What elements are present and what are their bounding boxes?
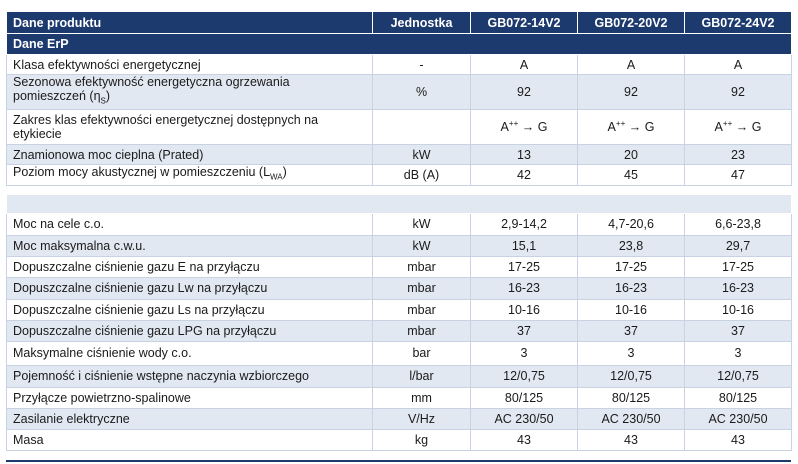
row-value: 43 bbox=[471, 429, 578, 450]
row-value: AC 230/50 bbox=[578, 408, 685, 429]
product-data-table bbox=[6, 11, 792, 451]
table-row bbox=[7, 110, 792, 145]
row-unit: l/bar bbox=[373, 365, 471, 387]
row-value: 43 bbox=[578, 429, 685, 450]
row-value: 10-16 bbox=[685, 299, 792, 320]
row-value: 12/0,75 bbox=[471, 365, 578, 387]
table-row bbox=[7, 341, 792, 365]
arrow-right-icon: → bbox=[735, 120, 749, 135]
row-value: 13 bbox=[471, 145, 578, 165]
table-row bbox=[7, 277, 792, 299]
header-unit: Jednostka bbox=[373, 12, 471, 34]
row-label: Masa bbox=[7, 429, 373, 450]
row-label bbox=[7, 110, 373, 145]
table-row bbox=[7, 75, 792, 110]
row-label-sub: S bbox=[100, 96, 106, 106]
row-unit: dB (A) bbox=[373, 165, 471, 186]
row-label: Maksymalne ciśnienie wody c.o. bbox=[7, 341, 373, 365]
row-label: Poziom mocy akustycznej w pomieszczeniu $(L_{WA})$ bbox=[7, 165, 373, 186]
table-row bbox=[7, 299, 792, 320]
row-value: 3 bbox=[471, 341, 578, 365]
section-row bbox=[7, 34, 792, 55]
row-value: 10-16 bbox=[471, 299, 578, 320]
row-value: 17-25 bbox=[685, 256, 792, 277]
row-value: 2,9-14,2 bbox=[471, 213, 578, 235]
spacer-row bbox=[7, 194, 792, 213]
row-value: 37 bbox=[685, 320, 792, 341]
row-unit: mbar bbox=[373, 256, 471, 277]
row-label: Moc na cele c.o. bbox=[7, 213, 373, 235]
row-value: 17-25 bbox=[578, 256, 685, 277]
row-unit: - bbox=[373, 55, 471, 75]
header-model-2: GB072-20V2 bbox=[578, 12, 685, 34]
energy-range: A++ → G bbox=[471, 110, 578, 145]
row-value: A bbox=[685, 55, 792, 75]
table-row bbox=[7, 387, 792, 408]
row-value: A bbox=[578, 55, 685, 75]
row-label-line1: Sezonowa efektywność energetyczna ogrzewania bbox=[13, 75, 290, 90]
row-value: 16-23 bbox=[685, 277, 792, 299]
header-model-3: GB072-24V2 bbox=[685, 12, 792, 34]
table-row bbox=[7, 145, 792, 165]
row-label: Pojemność i ciśnienie wstępne naczynia wzbiorczego bbox=[7, 365, 373, 387]
spacer-row bbox=[7, 185, 792, 194]
table-row bbox=[7, 213, 792, 235]
row-value: 80/125 bbox=[685, 387, 792, 408]
divider bbox=[6, 460, 791, 462]
row-label: Klasa efektywności energetycznej bbox=[7, 55, 373, 75]
table-row bbox=[7, 55, 792, 75]
row-value: 16-23 bbox=[578, 277, 685, 299]
row-unit: mbar bbox=[373, 277, 471, 299]
energy-range: A++ → G bbox=[578, 110, 685, 145]
row-unit: % bbox=[373, 75, 471, 110]
row-value: 92 bbox=[685, 75, 792, 110]
row-value: 37 bbox=[471, 320, 578, 341]
table-row bbox=[7, 320, 792, 341]
row-label-line2: etykiecie bbox=[13, 127, 62, 141]
row-value: 20 bbox=[578, 145, 685, 165]
row-value: AC 230/50 bbox=[471, 408, 578, 429]
row-value: 92 bbox=[471, 75, 578, 110]
row-value: 12/0,75 bbox=[578, 365, 685, 387]
row-label: Dopuszczalne ciśnienie gazu Ls na przyłączu bbox=[7, 299, 373, 320]
arrow-right-icon: → bbox=[521, 120, 535, 135]
row-label: Znamionowa moc cieplna (Prated) bbox=[7, 145, 373, 165]
row-value: 92 bbox=[578, 75, 685, 110]
row-label: Dopuszczalne ciśnienie gazu Lw na przyłączu bbox=[7, 277, 373, 299]
header-label: Dane produktu bbox=[7, 12, 373, 34]
section-title: Dane ErP bbox=[7, 34, 792, 55]
row-value: 23,8 bbox=[578, 235, 685, 256]
row-value: 80/125 bbox=[578, 387, 685, 408]
row-value: 15,1 bbox=[471, 235, 578, 256]
row-value: 4,7-20,6 bbox=[578, 213, 685, 235]
technical-rows bbox=[7, 213, 792, 450]
row-label-tail: ) bbox=[105, 89, 111, 104]
row-value: 12/0,75 bbox=[685, 365, 792, 387]
table-row bbox=[7, 429, 792, 450]
table-row bbox=[7, 408, 792, 429]
row-unit: kW bbox=[373, 235, 471, 256]
row-label-line1: Zakres klas efektywności energetycznej dostępnych na bbox=[13, 113, 319, 127]
row-value: 80/125 bbox=[471, 387, 578, 408]
row-value: 3 bbox=[578, 341, 685, 365]
row-label bbox=[7, 75, 373, 110]
row-unit bbox=[373, 110, 471, 145]
table-row bbox=[7, 165, 792, 186]
row-unit: mbar bbox=[373, 320, 471, 341]
row-unit: bar bbox=[373, 341, 471, 365]
row-label: Dopuszczalne ciśnienie gazu E na przyłączu bbox=[7, 256, 373, 277]
row-unit: V/Hz bbox=[373, 408, 471, 429]
row-value: 45 bbox=[578, 165, 685, 186]
row-label: Moc maksymalna c.w.u. bbox=[7, 235, 373, 256]
row-label: Dopuszczalne ciśnienie gazu LPG na przyłączu bbox=[7, 320, 373, 341]
row-value: 16-23 bbox=[471, 277, 578, 299]
row-value: AC 230/50 bbox=[685, 408, 792, 429]
arrow-right-icon: → bbox=[628, 120, 642, 135]
row-value: 37 bbox=[578, 320, 685, 341]
row-value: A bbox=[471, 55, 578, 75]
row-value: 47 bbox=[685, 165, 792, 186]
row-unit: mm bbox=[373, 387, 471, 408]
row-value: 23 bbox=[685, 145, 792, 165]
row-label: Zasilanie elektryczne bbox=[7, 408, 373, 429]
row-value: 42 bbox=[471, 165, 578, 186]
row-unit: kg bbox=[373, 429, 471, 450]
row-value: 3 bbox=[685, 341, 792, 365]
table-row bbox=[7, 365, 792, 387]
energy-range: A++ → G bbox=[685, 110, 792, 145]
row-label: Przyłącze powietrzno-spalinowe bbox=[7, 387, 373, 408]
table-header-row bbox=[7, 12, 792, 34]
row-label-line2: pomieszczeń (η bbox=[13, 89, 101, 104]
row-unit: kW bbox=[373, 213, 471, 235]
header-model-1: GB072-14V2 bbox=[471, 12, 578, 34]
table-row bbox=[7, 235, 792, 256]
row-value: 29,7 bbox=[685, 235, 792, 256]
row-value: 43 bbox=[685, 429, 792, 450]
row-value: 17-25 bbox=[471, 256, 578, 277]
row-value: 6,6-23,8 bbox=[685, 213, 792, 235]
table-row bbox=[7, 256, 792, 277]
row-value: 10-16 bbox=[578, 299, 685, 320]
row-unit: mbar bbox=[373, 299, 471, 320]
row-unit: kW bbox=[373, 145, 471, 165]
